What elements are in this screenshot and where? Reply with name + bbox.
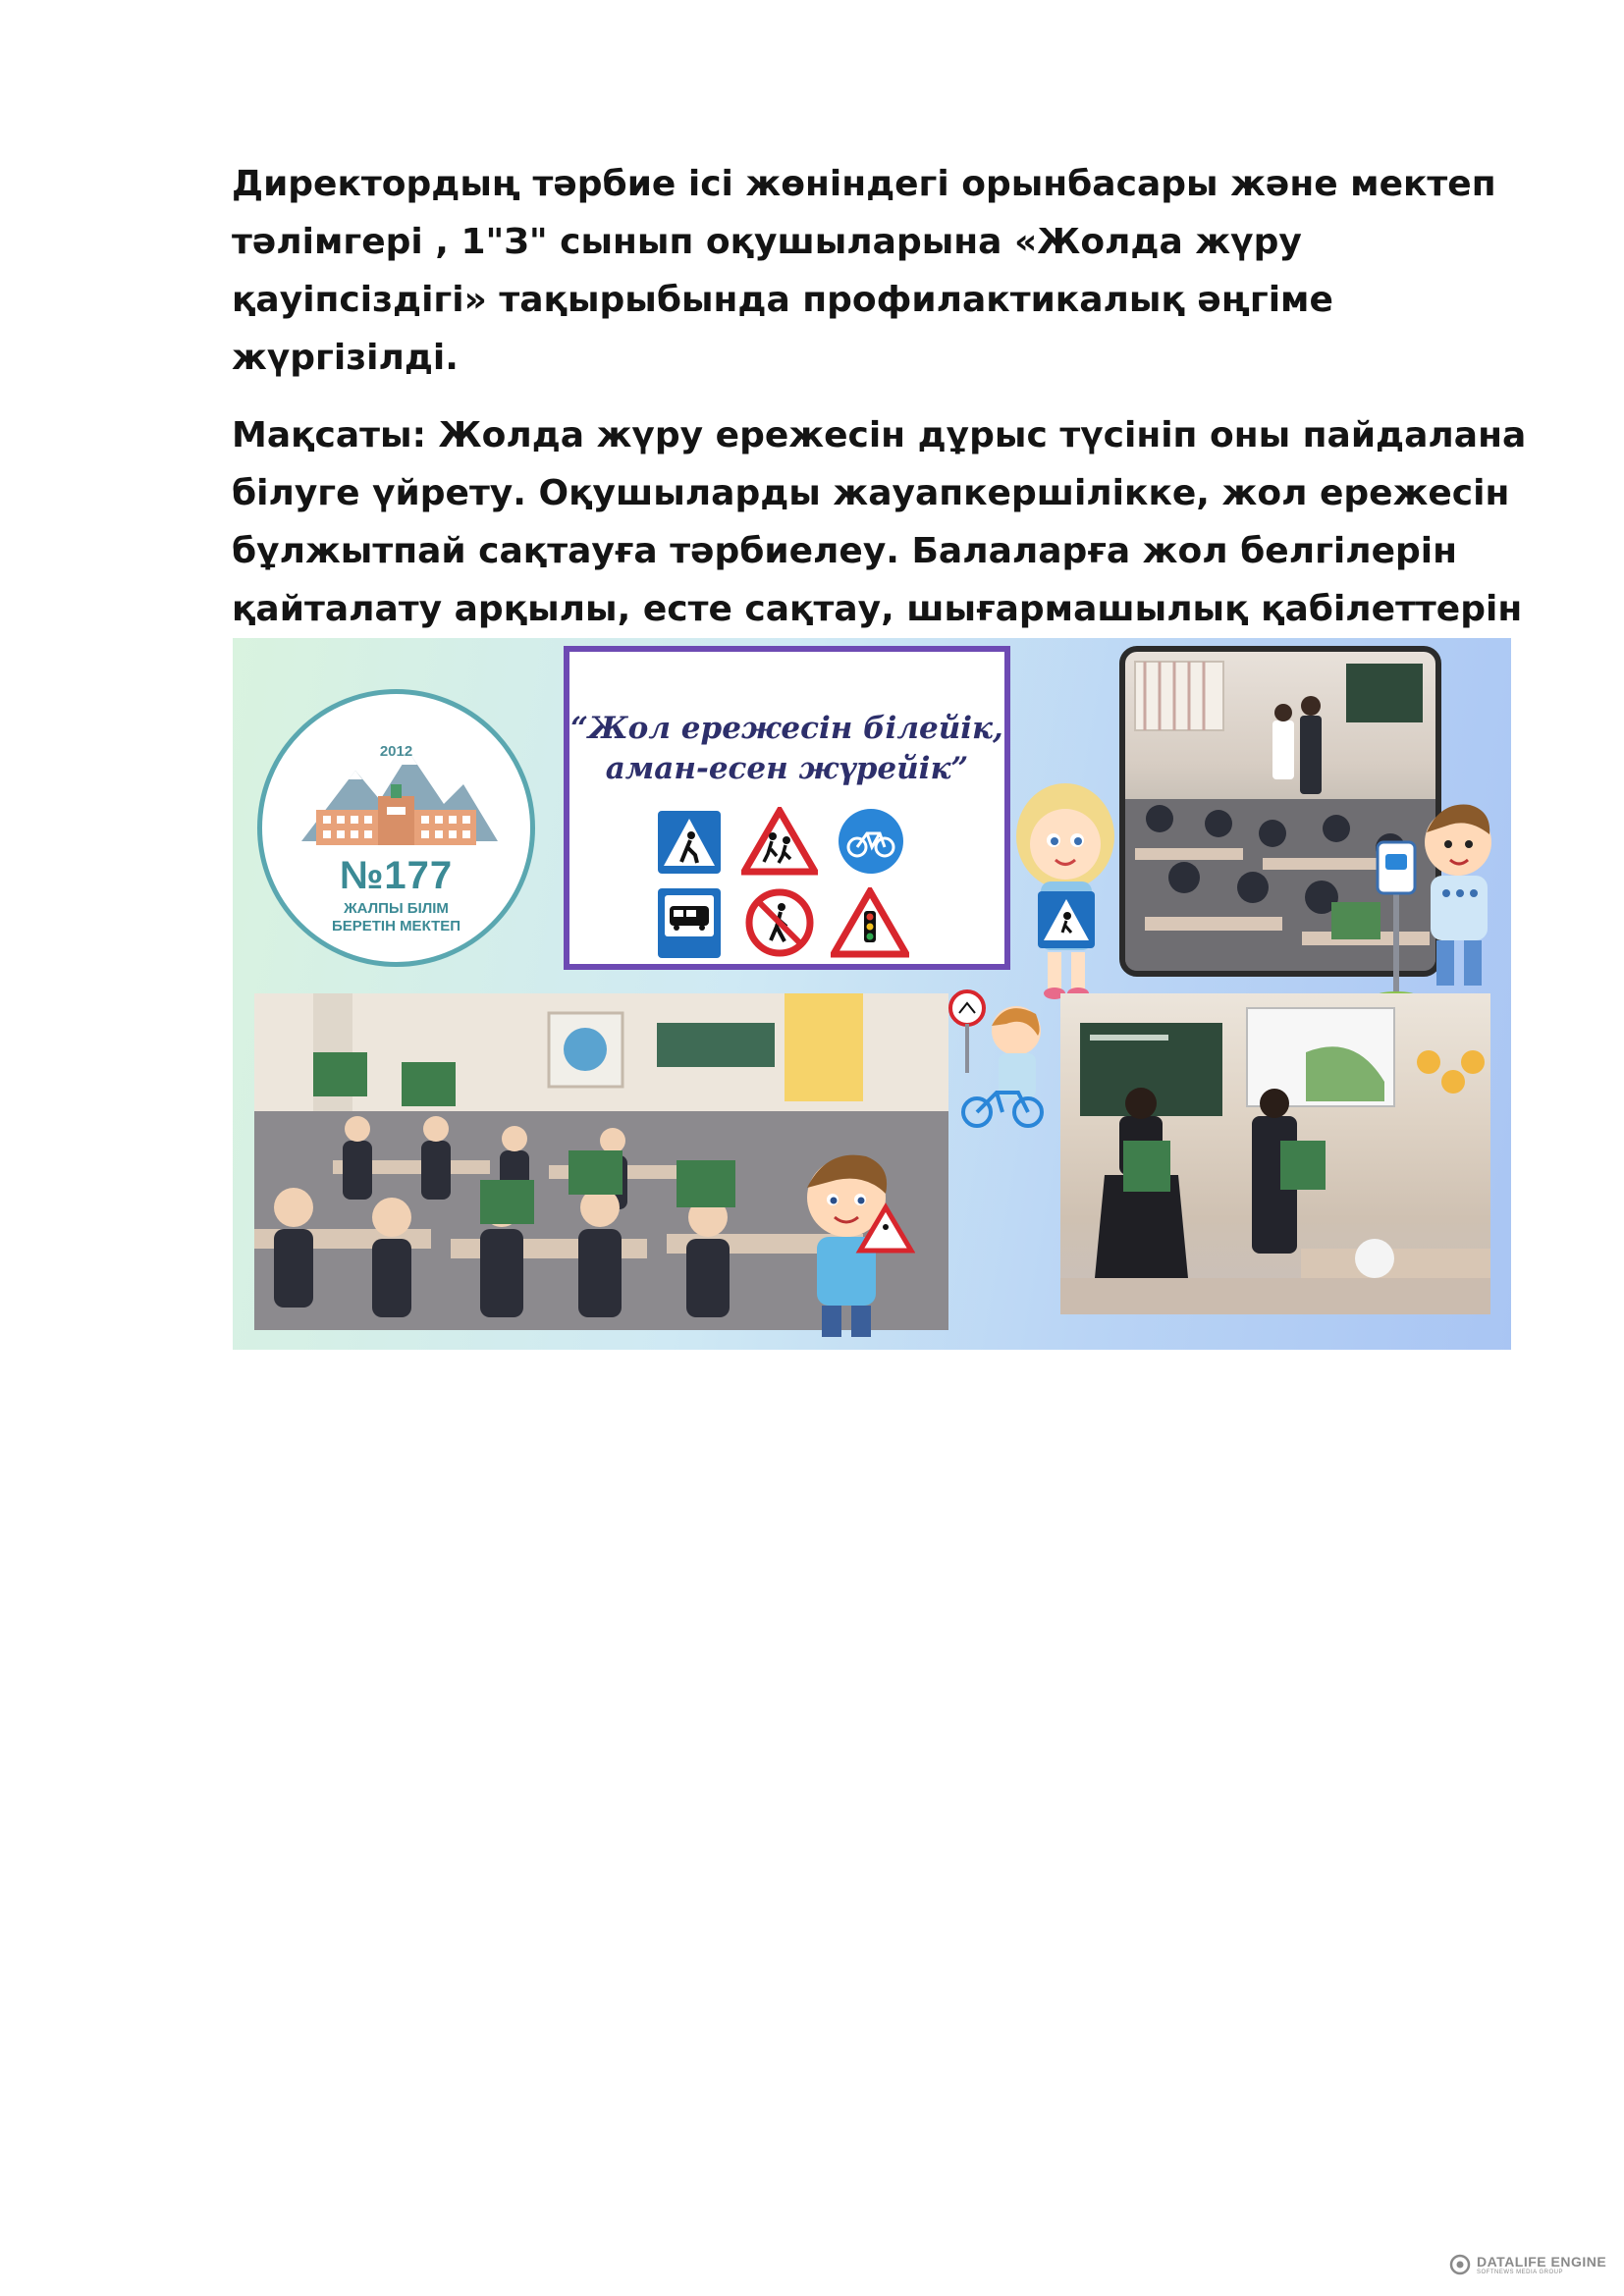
- watermark-title: DATALIFE ENGINE: [1477, 2254, 1607, 2269]
- logo-line-2: БЕРЕТІН МЕКТЕП: [331, 918, 461, 934]
- traffic-light-warning-sign-icon: [831, 887, 909, 958]
- poster-quote-line-2: аман-есен жүрейік”: [605, 751, 969, 786]
- bicycle-path-sign-icon: [837, 807, 905, 876]
- datalife-logo-icon: [1449, 2254, 1471, 2275]
- presentation-scene-illustration: [1060, 993, 1490, 1314]
- cartoon-girl-with-sign-illustration: [1008, 775, 1126, 1001]
- logo-line-1: ЖАЛПЫ БІЛІМ: [344, 900, 449, 917]
- cartoon-boy-bus-stop-illustration: [1372, 795, 1511, 1001]
- photo-collage: [233, 638, 1511, 1350]
- intro-paragraph: Директордың тәрбие ісі жөніндегі орынбасары және мектеп тәлімгері , 1"З" сынып оқушыларына «Жолда жүру қауіпсіздігі» тақырыбында профилактикалық әңгіме жүргізілді.: [232, 164, 1496, 378]
- pedestrian-crossing-sign-icon: [656, 809, 723, 876]
- watermark-subtitle: SOFTNEWS MEDIA GROUP: [1477, 2269, 1564, 2275]
- logo-year: 2012: [379, 743, 413, 760]
- bus-stop-sign-icon: [656, 886, 723, 960]
- datalife-engine-watermark: [1449, 2254, 1606, 2275]
- school-logo: [257, 689, 535, 967]
- road-rules-poster: [564, 646, 1010, 970]
- cartoon-girl-bicycle-illustration: [947, 987, 1056, 1144]
- teachers-presenting-photo: [1060, 993, 1490, 1314]
- no-pedestrians-sign-icon: [744, 887, 815, 958]
- cartoon-boy-with-sign-illustration: [778, 1139, 915, 1345]
- article-text: [232, 155, 1528, 696]
- children-warning-sign-icon: [741, 807, 818, 876]
- goal-paragraph: Мақсаты: Жолда жүру ережесін дұрыс түсініп оны пайдалана білуге үйрету. Оқушыларды жауапкершілікке, жол ережесін бұлжытпай сақтауға тәрбиелеу. Балаларға жол белгілерін қайталату арқылы, есте сақтау, шығармашылық қабілеттерін: [232, 415, 1527, 629]
- logo-school-number: №177: [339, 854, 454, 897]
- poster-quote-line-1: “Жол ережесін білейік,: [570, 711, 1003, 746]
